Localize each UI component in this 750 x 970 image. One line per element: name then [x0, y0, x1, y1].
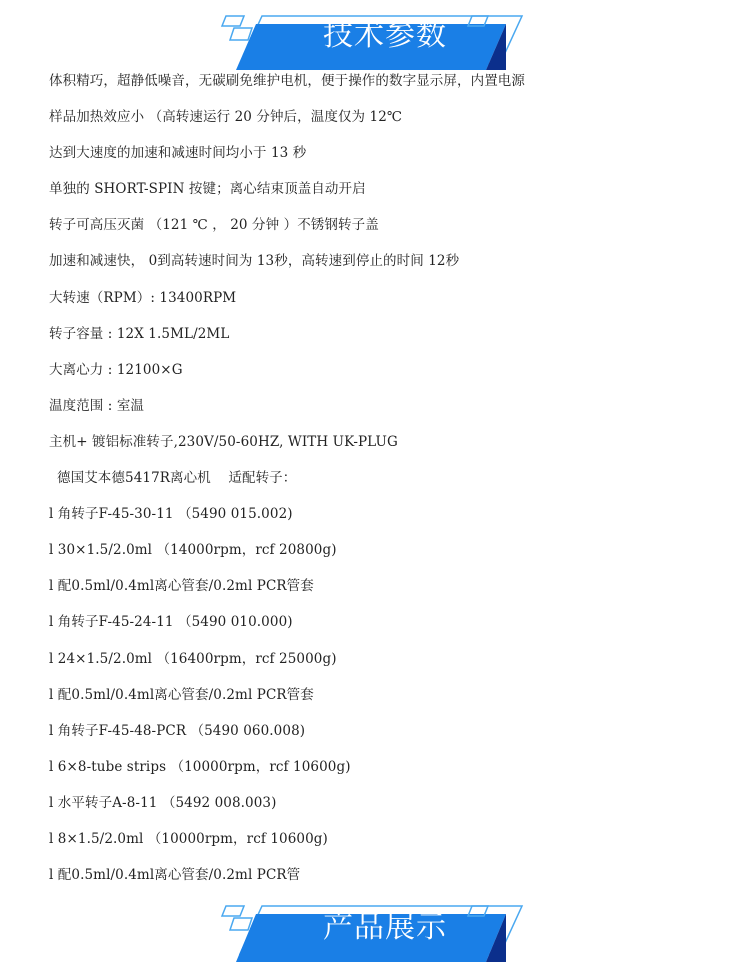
spec-line: 主机+ 镀铝标准转子,230V/50-60HZ, WITH UK-PLUG	[49, 433, 398, 450]
rotor-line: l 配0.5ml/0.4ml离心管套/0.2ml PCR管	[49, 867, 301, 884]
rotor-line: l 24×1.5/2.0ml （16400rpm，rcf 25000g)	[49, 650, 337, 667]
spec-line: 温度范围 : 室温	[49, 397, 145, 414]
spec-line: 单独的 SHORT-SPIN 按键；离心结束顶盖自动开启	[49, 181, 366, 198]
spec-line: 大离心力 : 12100×G	[49, 361, 183, 378]
banner-title: 产品展示	[323, 910, 447, 945]
rotor-line: l 角转子F-45-48-PCR （5490 060.008)	[49, 722, 306, 739]
rotor-line: l 8×1.5/2.0ml （10000rpm，rcf 10600g)	[49, 830, 328, 847]
rotor-line: l 配0.5ml/0.4ml离心管套/0.2ml PCR管套	[49, 578, 314, 595]
rotor-line: l 配0.5ml/0.4ml离心管套/0.2ml PCR管套	[49, 686, 314, 703]
rotor-line: l 30×1.5/2.0ml （14000rpm，rcf 20800g)	[49, 542, 337, 559]
spec-line: 大转速（RPM）: 13400RPM	[49, 289, 237, 306]
spec-line: 加速和减速快， 0到高转速时间为 13秒，高转速到停止的时间 12秒	[49, 253, 460, 270]
spec-line: 达到大速度的加速和减速时间均小于 13 秒	[49, 145, 307, 162]
rotor-heading: 德国艾本德5417R离心机 适配转子：	[57, 470, 297, 487]
spec-line: 体积精巧，超静低噪音，无碳刷免维护电机，便于操作的数字显示屏，内置电源	[49, 73, 525, 89]
spec-line: 转子可高压灭菌 （121 ℃ ， 20 分钟 ）不锈钢转子盖	[49, 217, 379, 234]
rotor-line: l 角转子F-45-30-11 （5490 015.002)	[49, 506, 293, 523]
rotor-line: l 角转子F-45-24-11 （5490 010.000)	[49, 614, 293, 631]
banner-title: 技术参数	[323, 18, 447, 53]
rotor-line: l 水平转子A-8-11 （5492 008.003)	[49, 794, 277, 811]
spec-content	[49, 68, 739, 898]
section-banner-products	[0, 898, 750, 962]
spec-line: 样品加热效应小 （高转速运行 20 分钟后，温度仅为 12℃	[49, 109, 403, 126]
section-banner-specs	[0, 6, 750, 70]
spec-line: 转子容量 : 12X 1.5ML/2ML	[49, 325, 230, 342]
rotor-line: l 6×8-tube strips （10000rpm，rcf 10600g)	[49, 758, 351, 775]
